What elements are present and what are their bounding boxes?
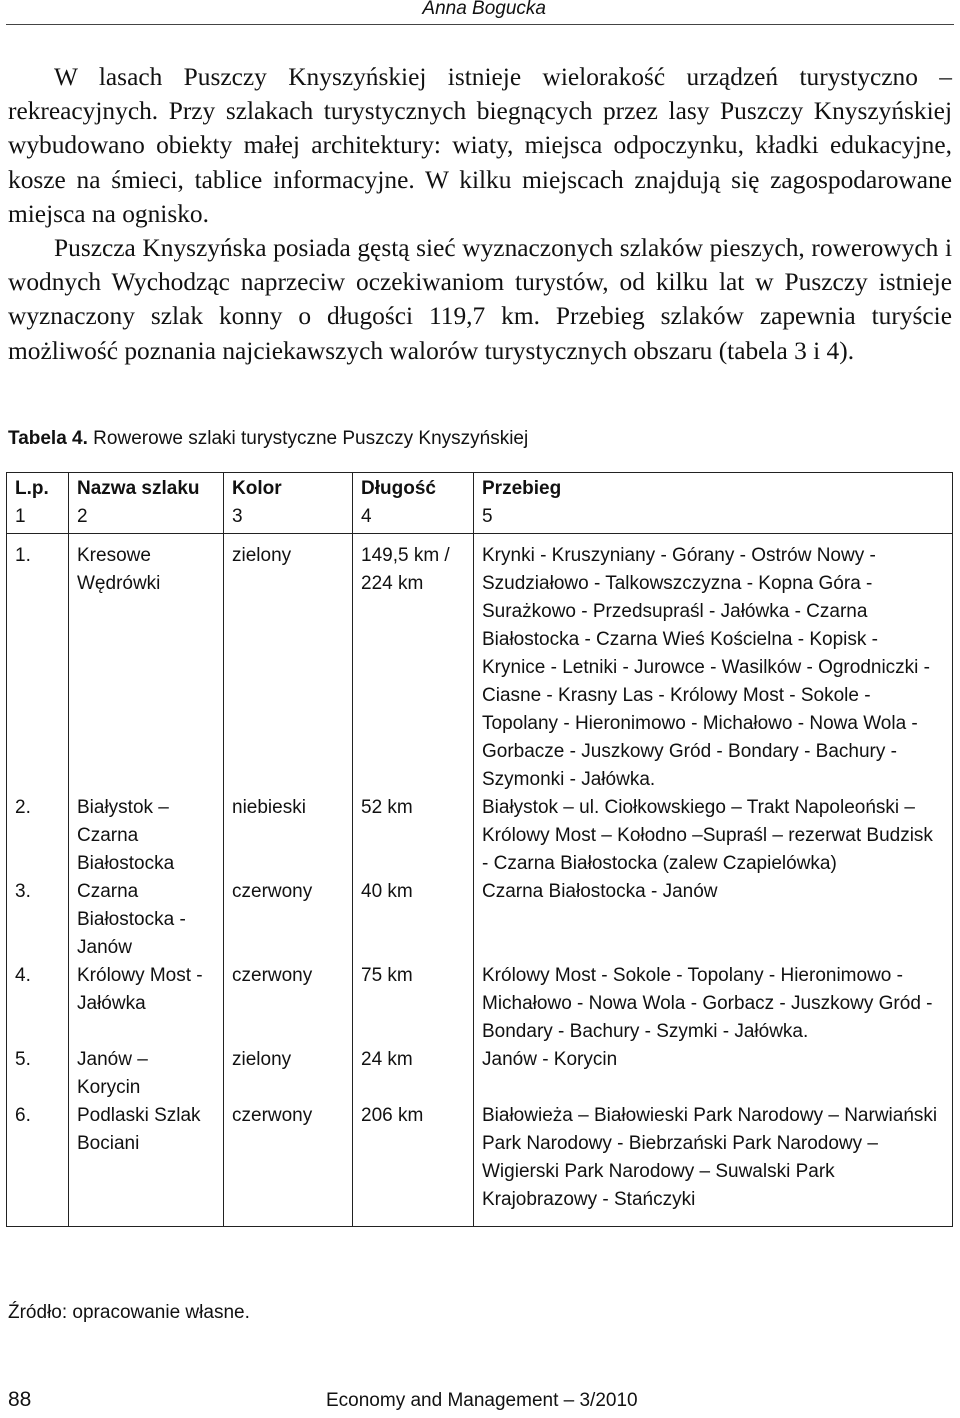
table-source-note: Źródło: opracowanie własne. (8, 1302, 250, 1323)
header-rule (6, 24, 954, 25)
paragraph-1: W lasach Puszczy Knyszyńskiej istnieje wielorakość urządzeń turystyczno – rekreacyjnych. Przy szlakach turystycznych biegnących przez lasy Puszczy Knyszyńskiej wybudowano obiekty małej architektury: wiaty, miejsca odpoczynku, kładki edukacyjne, kosze na śmieci, tablice informacyjne. W kilku miejscach znajdują się zagospodarowane miejsca na ognisko. (8, 63, 952, 228)
column-number: 1 (7, 503, 69, 534)
cell-length: 24 km (353, 1046, 474, 1102)
cell-lp: 5. (7, 1046, 69, 1102)
cell-lp: 6. (7, 1102, 69, 1227)
table-row (7, 1102, 953, 1227)
paragraph-2: Puszcza Knyszyńska posiada gęstą sieć wyznaczonych szlaków pieszych, rowerowych i wodnych Wychodząc naprzeciw oczekiwaniom turystów, od kilku lat w Puszczy istnieje wyznaczony szlak konny o długości 119,7 km. Przebieg szlaków zapewnia turyście możliwość poznania najciekawszych walorów turystycznych obszaru (tabela 3 i 4). (8, 234, 952, 365)
table-caption-text: Rowerowe szlaki turystyczne Puszczy Knyszyńskiej (87, 428, 529, 449)
cell-length: 149,5 km / 224 km (353, 534, 474, 795)
journal-footer: Economy and Management – 3/2010 (326, 1390, 638, 1411)
cell-route: Czarna Białostocka - Janów (474, 878, 953, 962)
cell-route: Krynki - Kruszyniany - Górany - Ostrów Nowy - Szudziałowo - Talkowszczyzna - Kopna Góra - Surażkowo - Przedsupraśl - Jałówka - Czarna Białostocka - Czarna Wieś Kościelna - Kopisk - Krynice - Letniki - Jurowce - Wasilków - Ogrodniczki - Ciasne - Krasny Las - Królowy Most - Sokole - Topolany - Hieronimowo - Michałowo - Nowa Wola - Gorbacze - Juszkowy Gród - Bondary - Bachury - Szymonki - Jałówka. (474, 534, 953, 795)
cell-route: Janów - Korycin (474, 1046, 953, 1102)
column-number-row (7, 503, 953, 534)
header-lp: L.p. (7, 473, 69, 504)
cell-color: zielony (224, 1046, 353, 1102)
cell-name: Białystok – Czarna Białostocka (69, 794, 224, 878)
cell-length: 40 km (353, 878, 474, 962)
cell-color: czerwony (224, 1102, 353, 1227)
header-name: Nazwa szlaku (69, 473, 224, 504)
cell-color: zielony (224, 534, 353, 795)
table-caption (8, 428, 528, 450)
cell-lp: 1. (7, 534, 69, 795)
cell-color: niebieski (224, 794, 353, 878)
cell-name: Janów – Korycin (69, 1046, 224, 1102)
cell-color: czerwony (224, 878, 353, 962)
cell-name: Królowy Most - Jałówka (69, 962, 224, 1046)
cell-route: Królowy Most - Sokole - Topolany - Hieronimowo - Michałowo - Nowa Wola - Gorbacz - Juszkowy Gród - Bondary - Bachury - Szymki - Jałówka. (474, 962, 953, 1046)
cell-color: czerwony (224, 962, 353, 1046)
cell-name: Podlaski Szlak Bociani (69, 1102, 224, 1227)
cell-lp: 2. (7, 794, 69, 878)
table-row (7, 878, 953, 962)
column-number: 3 (224, 503, 353, 534)
column-number: 5 (474, 503, 953, 534)
cell-route: Białowieża – Białowieski Park Narodowy – Narwiański Park Narodowy - Biebrzański Park Narodowy – Wigierski Park Narodowy – Suwalski Park Krajobrazowy - Stańczyki (474, 1102, 953, 1227)
trails-table (6, 472, 953, 1227)
cell-lp: 3. (7, 878, 69, 962)
cell-length: 52 km (353, 794, 474, 878)
page-number: 88 (8, 1388, 32, 1411)
table-row (7, 962, 953, 1046)
table-header-row (7, 473, 953, 504)
header-length: Długość (353, 473, 474, 504)
table-caption-label: Tabela 4. (8, 428, 88, 449)
cell-name: Czarna Białostocka - Janów (69, 878, 224, 962)
cell-lp: 4. (7, 962, 69, 1046)
column-number: 2 (69, 503, 224, 534)
cell-length: 75 km (353, 962, 474, 1046)
column-number: 4 (353, 503, 474, 534)
header-route: Przebieg (474, 473, 953, 504)
table-row (7, 534, 953, 795)
body-text (8, 60, 952, 368)
cell-name: Kresowe Wędrówki (69, 534, 224, 795)
running-head-author: Anna Bogucka (422, 0, 546, 19)
cell-length: 206 km (353, 1102, 474, 1227)
cell-route: Białystok – ul. Ciołkowskiego – Trakt Napoleoński – Królowy Most – Kołodno –Supraśl – rezerwat Budzisk - Czarna Białostocka (zalew Czapielówka) (474, 794, 953, 878)
table-row (7, 1046, 953, 1102)
header-color: Kolor (224, 473, 353, 504)
table-row (7, 794, 953, 878)
